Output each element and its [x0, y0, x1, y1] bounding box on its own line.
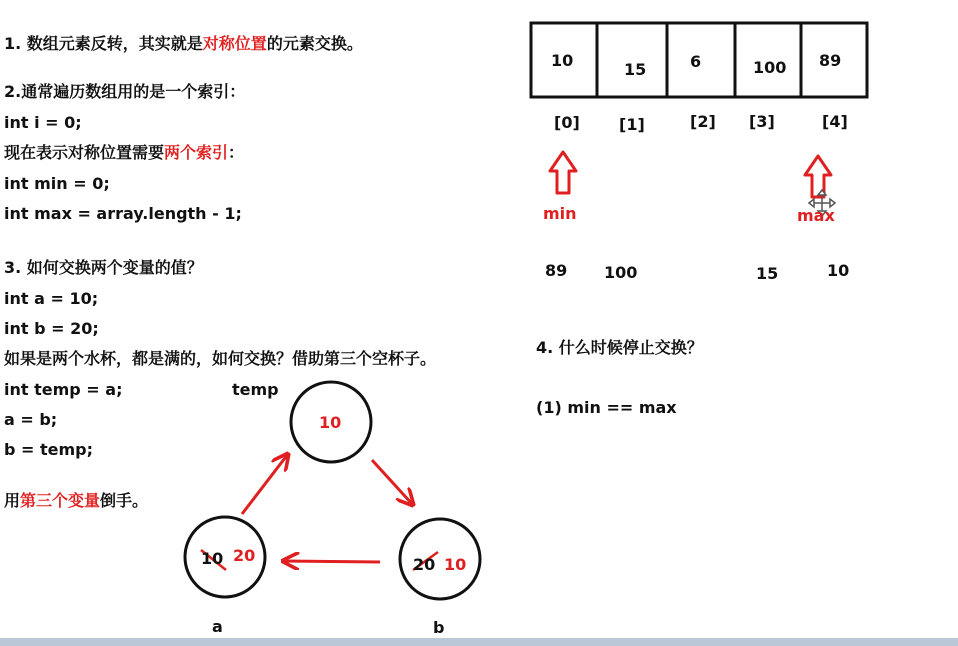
min-label: min — [543, 204, 577, 223]
code-int-i: int i = 0; — [4, 113, 82, 132]
arrow-b-to-a — [283, 561, 380, 562]
min-up-arrow-icon — [550, 152, 576, 193]
code-int-b: int b = 20; — [4, 319, 99, 338]
array-index-1: [1] — [619, 115, 645, 134]
section-2-line — [4, 143, 244, 163]
b-new-value: 10 — [444, 555, 467, 574]
array-value-0: 10 — [551, 51, 574, 70]
section-2-line-highlight: 两个索引 — [164, 143, 229, 162]
array-index-0: [0] — [554, 113, 580, 132]
swapped-value-1: 100 — [604, 263, 638, 282]
arrow-temp-to-b — [372, 460, 413, 505]
temp-label: temp — [232, 380, 279, 399]
b-circle — [400, 519, 480, 599]
a-old-value: 10 — [201, 549, 224, 568]
a-label: a — [212, 617, 223, 636]
b-label: b — [433, 618, 445, 637]
section-2-line-pre: 现在表示对称位置需要 — [4, 143, 165, 162]
b-old-value: 20 — [413, 555, 436, 574]
temp-value: 10 — [319, 413, 342, 432]
section-1-text — [4, 34, 363, 54]
max-label: max — [797, 206, 835, 225]
code-int-a: int a = 10; — [4, 289, 99, 308]
a-new-value: 20 — [233, 546, 256, 565]
section-3-footer-pre: 用 — [4, 491, 21, 510]
section-2-line-post: ： — [228, 143, 245, 162]
array-value-4: 89 — [819, 51, 842, 70]
code-b-eq-temp: b = temp; — [4, 440, 94, 459]
array-value-1: 15 — [624, 60, 647, 79]
section-1-highlight: 对称位置 — [202, 34, 267, 53]
section-3-footer-highlight: 第三个变量 — [20, 491, 101, 510]
code-int-min: int min = 0; — [4, 174, 110, 193]
arrow-a-to-temp — [242, 454, 288, 514]
max-up-arrow-icon — [805, 156, 831, 197]
section-3-footer — [4, 491, 148, 511]
array-index-3: [3] — [749, 112, 775, 131]
section-3-footer-post: 倒手。 — [100, 491, 149, 510]
swapped-value-0: 89 — [545, 261, 568, 280]
section-4-answer: (1) min == max — [536, 398, 677, 417]
swapped-value-3: 10 — [827, 261, 850, 280]
code-int-max: int max = array.length - 1; — [4, 204, 242, 223]
bottom-bar — [0, 638, 958, 646]
section-3-desc: 如果是两个水杯，都是满的，如何交换？借助第三个空杯子。 — [4, 349, 437, 368]
code-int-temp: int temp = a; — [4, 380, 123, 399]
section-3-heading: 3. 如何交换两个变量的值？ — [4, 258, 203, 277]
array-value-2: 6 — [690, 52, 702, 71]
code-a-eq-b: a = b; — [4, 410, 58, 429]
section-2-heading: 2.通常遍历数组用的是一个索引： — [4, 82, 246, 101]
swapped-value-2: 15 — [756, 264, 779, 283]
section-1-post: 的元素交换。 — [266, 34, 363, 53]
section-1-pre: 1. 数组元素反转，其实就是 — [4, 34, 203, 53]
array-index-4: [4] — [822, 112, 848, 131]
array-index-2: [2] — [690, 112, 716, 131]
section-4-heading: 4. 什么时候停止交换？ — [536, 338, 703, 357]
array-value-3: 100 — [753, 58, 787, 77]
